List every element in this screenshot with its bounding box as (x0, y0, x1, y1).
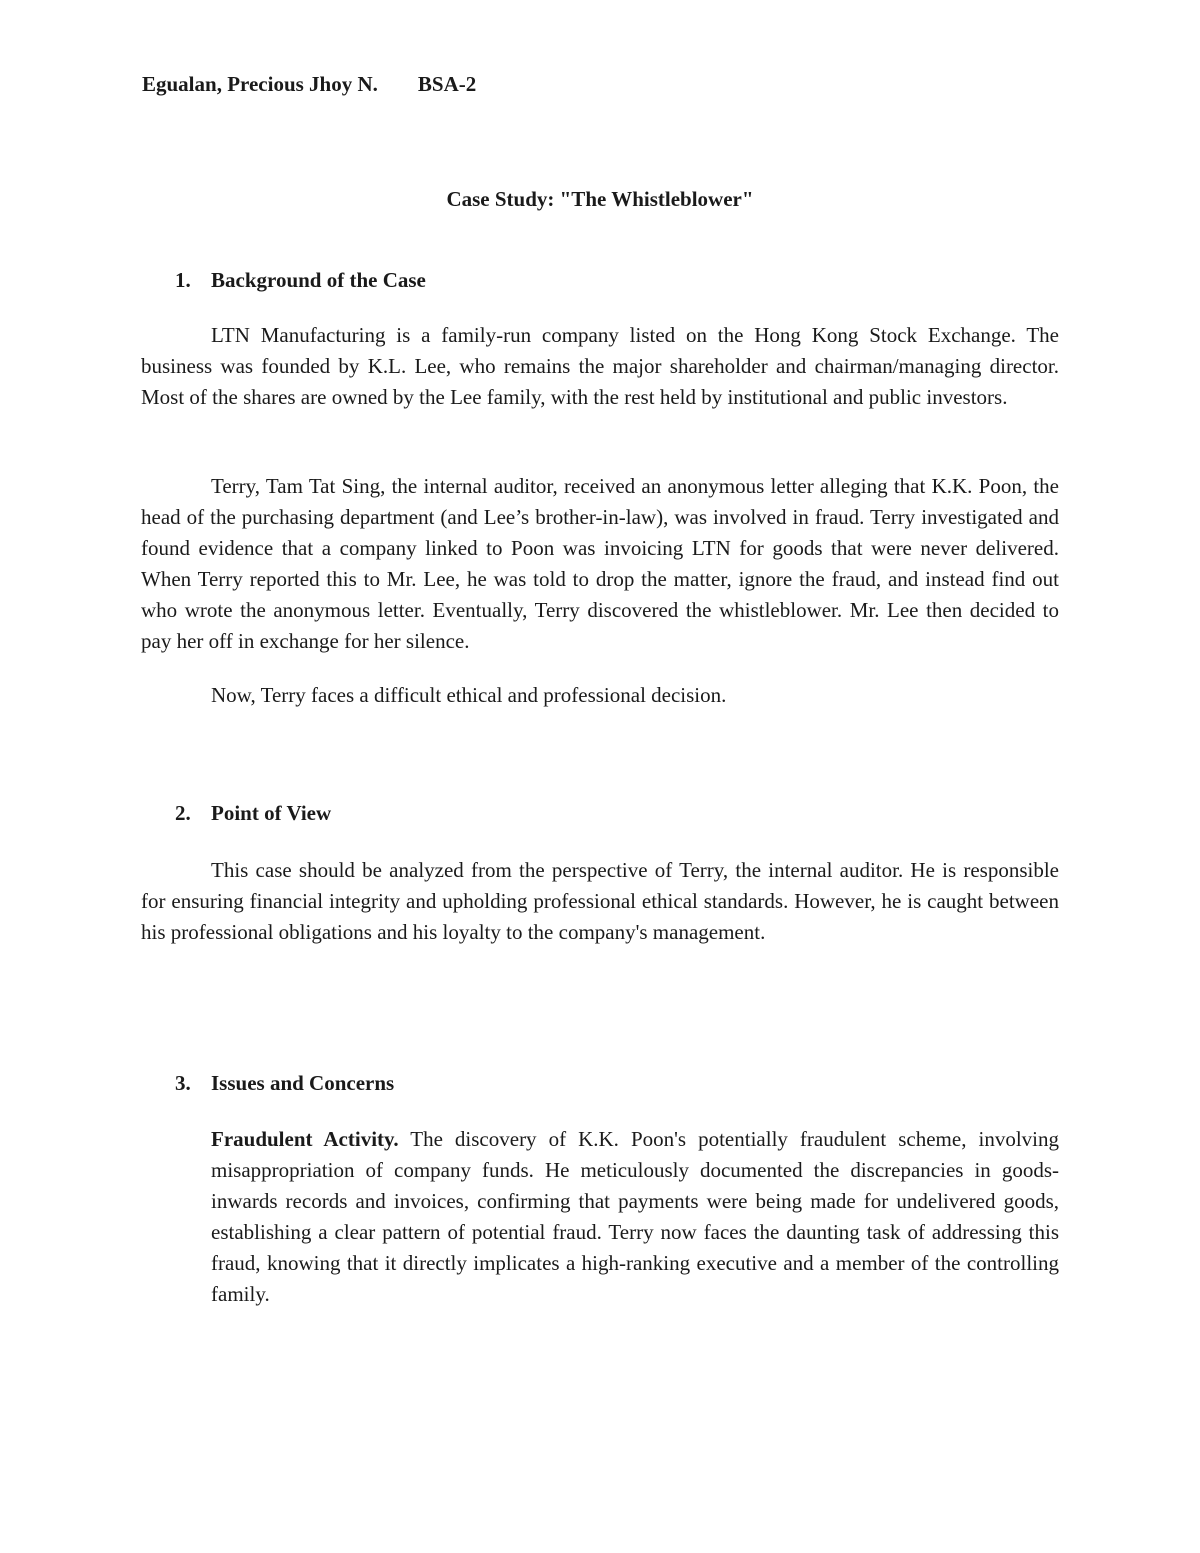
section-title: Background of the Case (211, 268, 426, 292)
section-heading-issues (175, 1071, 394, 1096)
paragraph-background-2: Terry, Tam Tat Sing, the internal auditor, received an anonymous letter alleging that K.K. Poon, the head of the purchasing department (and Lee’s brother-in-law), was involved in fraud. Terry investigated and found evidence that a company linked to Poon was invoicing LTN for goods that were never delivered. When Terry reported this to Mr. Lee, he was told to drop the matter, ignore the fraud, and instead find out who wrote the anonymous letter. Eventually, Terry discovered the whistleblower. Mr. Lee then decided to pay her off in exchange for her silence. (141, 474, 1059, 653)
paragraph-background-3: Now, Terry faces a difficult ethical and professional decision. (211, 683, 727, 707)
issue-lead: Fraudulent Activity. (211, 1127, 399, 1151)
section-number: 3. (175, 1071, 191, 1095)
section-title: Issues and Concerns (211, 1071, 395, 1095)
issue-text: The discovery of K.K. Poon's potentially fraudulent scheme, involving misappropriation of company funds. He meticulously documented the discrepancies in goods-inwards records and invoices, confirming that payments were being made for undelivered goods, establishing a clear pattern of potential fraud. Terry now faces the daunting task of addressing this fraud, knowing that it directly implicates a high-ranking executive and a member of the controlling family. (211, 1127, 1059, 1306)
student-name: Egualan, Precious Jhoy N. (142, 72, 378, 96)
student-grade: BSA-2 (417, 72, 477, 96)
paragraph-point-of-view: This case should be analyzed from the perspective of Terry, the internal auditor. He is responsible for ensuring financial integrity and upholding professional ethical standards. However, he is caught between his professional obligations and his loyalty to the company's management. (141, 858, 1059, 944)
section-heading-background (175, 268, 426, 293)
document-title: Case Study: "The Whistleblower" (446, 187, 754, 211)
section-number: 1. (175, 268, 191, 292)
document-header (142, 72, 476, 97)
section-heading-point-of-view (175, 801, 331, 826)
paragraph-background-1: LTN Manufacturing is a family-run company listed on the Hong Kong Stock Exchange. The business was founded by K.L. Lee, who remains the major shareholder and chairman/managing director. Most of the shares are owned by the Lee family, with the rest held by institutional and public investors. (141, 323, 1059, 409)
section-title: Point of View (211, 801, 332, 825)
issue-item-fraudulent-activity (211, 1124, 1059, 1310)
section-number: 2. (175, 801, 191, 825)
